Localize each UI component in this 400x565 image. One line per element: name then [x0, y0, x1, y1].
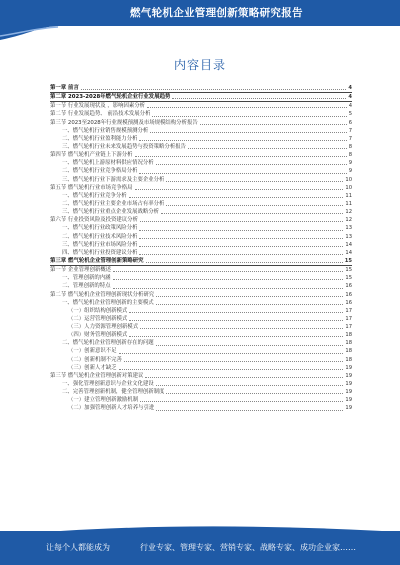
toc-entry-page: 9	[348, 160, 352, 167]
toc-entry[interactable]	[50, 233, 352, 241]
toc-entry[interactable]	[50, 241, 352, 249]
toc-entry[interactable]	[50, 307, 352, 315]
toc-entry[interactable]	[50, 291, 352, 299]
toc-entry[interactable]	[50, 159, 352, 167]
toc-leader-dots	[156, 163, 347, 165]
toc-leader-dots	[139, 245, 343, 247]
toc-leader-dots	[129, 311, 343, 313]
toc-leader-dots	[147, 106, 347, 108]
toc-entry-label: （一）组织结构创新模式	[68, 307, 128, 314]
toc-entry-page: 17	[345, 315, 352, 322]
toc-leader-dots	[140, 327, 343, 329]
toc-entry[interactable]	[50, 135, 352, 143]
toc-entry-page: 14	[345, 249, 352, 256]
toc-leader-dots	[156, 303, 344, 305]
toc-entry[interactable]	[50, 348, 352, 356]
toc-entry[interactable]	[50, 372, 352, 380]
toc-entry-page: 13	[345, 233, 352, 240]
toc-entry[interactable]	[50, 167, 352, 175]
toc-leader-dots	[145, 376, 343, 378]
toc-entry[interactable]	[50, 323, 352, 331]
toc-entry-label: 三、燃气轮机行业未来发展趋势与投资策略分析报告	[62, 143, 186, 150]
toc-entry-page: 19	[345, 381, 352, 388]
toc-leader-dots	[156, 295, 343, 297]
toc-leader-dots	[135, 188, 344, 190]
toc-entry-label: （二）创新机制不完善	[68, 356, 122, 363]
toc-entry[interactable]	[50, 331, 352, 339]
toc-entry-label: 一、燃气轮机行业政策风险分析	[62, 225, 138, 232]
toc-entry-page: 17	[345, 324, 352, 331]
toc-entry[interactable]	[50, 119, 352, 127]
toc-entry-label: 第三章 燃气轮机企业管理创新策略研究	[50, 257, 144, 264]
toc-entry[interactable]	[50, 224, 352, 232]
toc-entry[interactable]	[50, 143, 352, 151]
toc-entry-label: 一、管理创新的内涵	[62, 275, 111, 282]
toc-entry-page: 10	[345, 184, 352, 191]
toc-entry-page: 18	[345, 332, 352, 339]
toc-entry-page: 19	[345, 389, 352, 396]
toc-leader-dots	[140, 220, 343, 222]
toc-entry-label: （三）人力资源管理创新模式	[68, 324, 139, 331]
toc-entry[interactable]	[50, 396, 352, 404]
toc-entry-page: 7	[348, 127, 352, 134]
toc-entry-page: 18	[345, 348, 352, 355]
toc-entry-page: 6	[348, 119, 352, 126]
toc-leader-dots	[166, 204, 343, 206]
toc-leader-dots	[150, 131, 346, 133]
toc-entry-page: 19	[345, 372, 352, 379]
toc-leader-dots	[161, 212, 343, 214]
toc-entry-page: 15	[345, 275, 352, 282]
toc-leader-dots	[113, 278, 344, 280]
toc-leader-dots	[156, 409, 343, 411]
toc-entry-label: （四）财务管理创新模式	[68, 332, 128, 339]
toc-leader-dots	[139, 229, 343, 231]
toc-leader-dots	[119, 352, 344, 354]
toc-entry[interactable]	[50, 404, 352, 412]
toc-leader-dots	[129, 335, 343, 337]
toc-leader-dots	[188, 147, 347, 149]
toc-leader-dots	[156, 384, 344, 386]
toc-entry[interactable]	[50, 356, 352, 364]
toc-entry[interactable]	[50, 249, 352, 257]
toc-entry-page: 11	[345, 200, 352, 207]
toc-entry-label: 第六节 行业投资风险及投资建议分析	[50, 217, 138, 224]
toc-entry-label: 四、燃气轮机行业投资建议分析	[62, 249, 138, 256]
toc-leader-dots	[81, 88, 347, 90]
toc-entry-label: 一、燃气轮机企业管理创新的主要模式	[62, 299, 154, 306]
toc-entry-page: 8	[348, 152, 352, 159]
toc-entry[interactable]	[50, 110, 352, 118]
toc-leader-dots	[166, 180, 343, 182]
toc-entry[interactable]	[50, 274, 352, 282]
toc-entry-label: （二）运营管理创新模式	[68, 315, 128, 322]
toc-entry-label: 第四节 燃气轮机产业链上下游分析	[50, 152, 133, 159]
toc-entry[interactable]	[50, 192, 352, 200]
toc-entry-page: 16	[345, 291, 352, 298]
toc-leader-dots	[113, 270, 343, 272]
toc-entry-page: 19	[345, 364, 352, 371]
toc-entry-page: 18	[345, 356, 352, 363]
toc-entry-page: 11	[345, 192, 352, 199]
toc-entry[interactable]	[50, 200, 352, 208]
toc-entry[interactable]	[50, 151, 352, 159]
toc-entry-label: （二）加强管理创新人才培养与引进	[68, 405, 155, 412]
toc-entry-page: 16	[345, 283, 352, 290]
toc-entry-label: （三）创新人才缺乏	[68, 364, 117, 371]
toc-entry[interactable]	[50, 93, 352, 102]
toc-title: 内容目录	[173, 58, 226, 72]
toc-entry[interactable]	[50, 388, 352, 396]
toc-leader-dots	[140, 400, 343, 402]
toc-entry-page: 10	[345, 176, 352, 183]
toc-entry[interactable]	[50, 315, 352, 323]
toc-entry-page: 4	[348, 103, 352, 110]
toc-entry-page: 15	[344, 257, 352, 264]
toc-entry[interactable]	[50, 176, 352, 184]
toc-entry-page: 4	[348, 84, 352, 91]
toc-entry-page: 8	[348, 143, 352, 150]
report-title: 燃气轮机企业管理创新策略研究报告	[130, 7, 303, 19]
toc-entry[interactable]	[50, 299, 352, 307]
toc-entry-label: 二、燃气轮机行业盈利能力分析	[62, 135, 138, 142]
toc-leader-dots	[146, 261, 343, 263]
toc-entry[interactable]	[50, 257, 352, 266]
toc-entry-label: 一、燃气轮机上游原材料供应情况分析	[62, 160, 154, 167]
toc-leader-dots	[124, 360, 343, 362]
toc-entry-page: 18	[345, 340, 352, 347]
toc-leader-dots	[113, 287, 344, 289]
toc-entry-label: 一、强化管理创新意识与企业文化建设	[62, 381, 154, 388]
toc-entry-label: 第一节 企业管理创新概述	[50, 267, 112, 274]
toc-entry-page: 16	[345, 299, 352, 306]
toc-leader-dots	[129, 319, 343, 321]
toc-leader-dots	[152, 115, 346, 117]
toc-entry-label: 第二节 行业发展趋势、 前沿技术发展分析	[50, 111, 151, 118]
toc-entry-label: 第三节 燃气轮机企业管理创新对策建议	[50, 372, 144, 379]
header-corner-curve	[0, 0, 80, 40]
toc-leader-dots	[166, 392, 343, 394]
toc-entry-page: 7	[348, 135, 352, 142]
toc-entry[interactable]	[50, 102, 352, 110]
toc-entry-page: 17	[345, 307, 352, 314]
toc-leader-dots	[139, 237, 343, 239]
toc-entry-label: 第一节 行业发展现状及 ，影响因素分析	[50, 103, 146, 110]
toc-entry[interactable]	[50, 84, 352, 93]
toc-entry[interactable]	[50, 339, 352, 347]
toc-entry[interactable]	[50, 364, 352, 372]
toc-entry-label: 三、燃气轮机行业市场风险分析	[62, 241, 138, 248]
toc-leader-dots	[119, 368, 344, 370]
toc-entry-label: 三、燃气轮机行业下游需求及主要企业分析	[62, 176, 165, 183]
toc-entry-label: 第二章 2023-2028年燃气轮机企业行业发展趋势	[50, 94, 171, 101]
footer-cta: 让每个人都能成为	[46, 543, 110, 552]
toc-entry-page: 13	[345, 225, 352, 232]
toc-entry-label: 二、管理创新的特点	[62, 283, 111, 290]
toc-entry-label: 第一章 前言	[50, 84, 79, 91]
toc-entry-label: 第五节 燃气轮机行业市场竞争格局	[50, 184, 133, 191]
toc-entry-label: 第二节 燃气轮机企业管理创新现状分析研究	[50, 291, 155, 298]
toc-entry-label: 第三节 2023至2028年行业规模预测及市场规模结构分析报告	[50, 119, 198, 126]
table-of-contents	[50, 84, 352, 413]
toc-entry-label: （一）创新意识不足	[68, 348, 117, 355]
toc-entry-label: （一）建立管理创新激励机制	[68, 397, 139, 404]
toc-leader-dots	[156, 344, 344, 346]
toc-entry-page: 15	[345, 267, 352, 274]
toc-entry-label: 二、燃气轮机行业技术风险分析	[62, 233, 138, 240]
toc-leader-dots	[200, 123, 347, 125]
toc-entry[interactable]	[50, 282, 352, 290]
toc-entry-page: 12	[345, 217, 352, 224]
toc-entry-page: 5	[348, 111, 352, 118]
toc-entry-label: 二、燃气轮机行业主要企业市场占有率分析	[62, 200, 165, 207]
toc-entry-label: 二、燃气轮机企业管理创新存在的问题	[62, 340, 154, 347]
toc-leader-dots	[172, 97, 346, 99]
toc-entry-page: 9	[348, 168, 352, 175]
toc-entry[interactable]	[50, 216, 352, 224]
toc-leader-dots	[139, 139, 346, 141]
toc-entry-page: 4	[348, 94, 352, 101]
toc-entry[interactable]	[50, 380, 352, 388]
toc-entry-label: 二、燃气轮机行业竞争格局分析	[62, 168, 138, 175]
toc-entry-page: 19	[345, 397, 352, 404]
toc-leader-dots	[139, 172, 346, 174]
report-header	[0, 0, 400, 40]
toc-entry-label: 一、燃气轮机行业竞争分析	[62, 192, 127, 199]
toc-leader-dots	[139, 253, 343, 255]
toc-entry[interactable]	[50, 184, 352, 192]
toc-entry-label: 一、燃气轮机行业销售规模预测分析	[62, 127, 149, 134]
toc-entry-label: 三、燃气轮机行业重点企业发展战略分析	[62, 209, 160, 216]
toc-leader-dots	[129, 196, 344, 198]
toc-entry[interactable]	[50, 208, 352, 216]
toc-leader-dots	[135, 155, 347, 157]
footer-slogan: 行业专家、管理专家、营销专家、战略专家、成功企业家……	[140, 543, 356, 552]
toc-entry-page: 12	[345, 209, 352, 216]
toc-entry[interactable]	[50, 127, 352, 135]
toc-entry-page: 19	[345, 405, 352, 412]
toc-entry[interactable]	[50, 266, 352, 274]
toc-entry-page: 14	[345, 241, 352, 248]
toc-entry-label: 二、完善管理创新机制，健全管理创新制度	[62, 389, 165, 396]
